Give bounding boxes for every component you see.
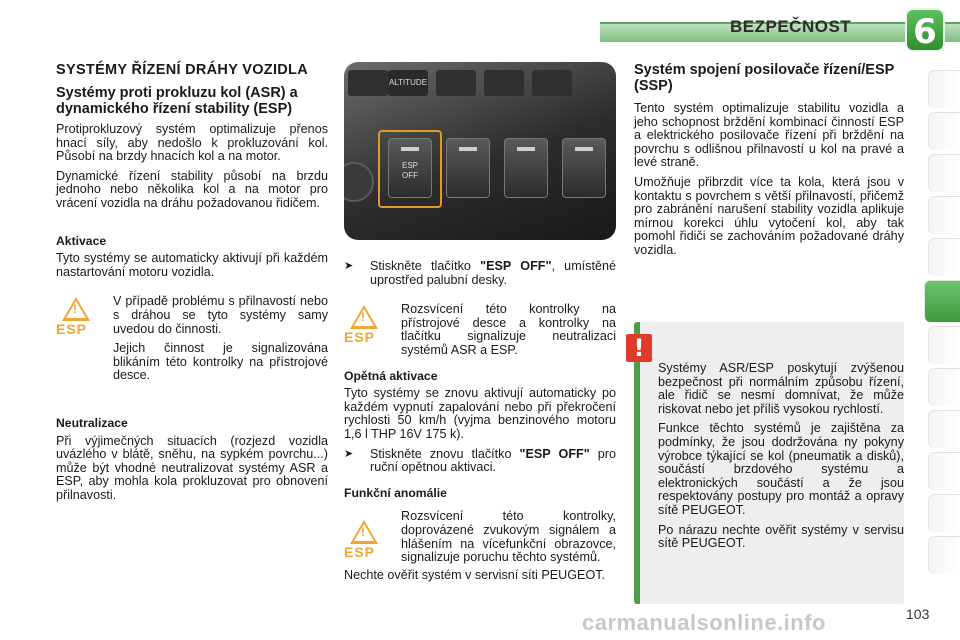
side-tab[interactable] xyxy=(928,70,960,108)
side-tab[interactable] xyxy=(928,368,960,406)
esp-off-button: ESP OFF xyxy=(388,138,432,198)
neutralizace-heading: Neutralizace xyxy=(56,415,128,430)
intro-paragraph: Protiprokluzový systém optimalizuje přenos hnací síly, aby nedošlo k prokluzování kol. Působí na brzdy hnacích kol a na motor. xyxy=(56,122,328,164)
column-left xyxy=(56,62,328,502)
side-tab[interactable] xyxy=(928,238,960,276)
note-text-3: Po nárazu nechte ověřit systémy v servisu sítě PEUGEOT. xyxy=(658,522,904,551)
page-header xyxy=(0,0,960,52)
altitude-button: ALTITUDE xyxy=(388,70,428,96)
esp-warning-icon: ! ESP xyxy=(344,305,386,347)
chapter-badge: 6 xyxy=(905,8,945,52)
side-tab[interactable] xyxy=(928,494,960,532)
intro-paragraph-2: Dynamické řízení stability působí na brzdu jednoho nebo několika kol a na motor pro vrácení vozidla na dráhu požadovanou řidičem. xyxy=(56,168,328,210)
dial-knob xyxy=(344,162,374,202)
side-tab[interactable] xyxy=(928,326,960,364)
esp-highlight-frame xyxy=(378,130,442,208)
warning-text: Rozsvícení této kontrolky na přístrojové desce a kontrolky na tlačítku signalizuje neutralizaci systémů ASR a ESP. xyxy=(401,302,616,357)
side-tabs xyxy=(928,70,960,578)
esp-warning-icon: ! ESP xyxy=(344,520,386,562)
column-right xyxy=(634,62,904,258)
column-middle xyxy=(344,62,616,582)
note-text-2: Funkce těchto systémů je zajištěna za podmínky, že jsou dodržována ny pokyny výrobce týkající se kol (pneumatik a disků), součástí brzdového systému a elektronických součástí a že jsou respektovány postupy pro montáž a opravy sítě PEUGEOT. xyxy=(658,421,904,517)
esp-neutralization-warning xyxy=(344,303,616,357)
dashboard-button xyxy=(446,138,490,198)
ssp-text-2: Umožňuje přibrzdit více ta kola, která jsou v kontaktu s povrchem s větší přilnavostí, přičemž pro zabránění narušení stability vozidla aplikuje mírnou korekci úhlu vytočení kol, aby tak pomohl řidiči se zachováním požadované dráhy vozidla. xyxy=(634,174,904,257)
anomalie-heading: Funkční anomálie xyxy=(344,485,447,500)
side-tab-active[interactable] xyxy=(924,280,960,322)
anomaly-text: Rozsvícení této kontrolky, doprovázené zvukovým signálem a hlášením na vícefunkční obrazovce, signalizuje poruchu těchto systémů. xyxy=(401,509,616,565)
bullet-arrow-icon: ➤ xyxy=(344,447,354,460)
important-note-panel xyxy=(634,322,904,604)
press-esp-again-bullet: ➤ Stiskněte znovu tlačítko "ESP OFF" pro ruční opětnou aktivaci. xyxy=(344,446,616,475)
bullet-arrow-icon: ➤ xyxy=(344,260,354,272)
aktivace-text: Tyto systémy se automaticky aktivují při každém nastartování motoru vozidla. xyxy=(56,251,328,279)
side-tab[interactable] xyxy=(928,112,960,150)
esp-anomaly-warning xyxy=(344,510,616,564)
side-tab[interactable] xyxy=(928,154,960,192)
dashboard-button xyxy=(562,138,606,198)
ssp-heading: Systém spojení posilovače řízení/ESP (SSP) xyxy=(634,62,895,94)
section-title: BEZPEČNOST xyxy=(730,17,852,36)
opetna-heading: Opětná aktivace xyxy=(344,368,438,383)
ssp-text: Tento systém optimalizuje stabilitu vozidla a jeho schopnost brždění kombinací činností ESP a elektrického posilovače řízení při brždění na povrchu s odlišnou přilnavostí u kol na pravé a levé straně. xyxy=(634,101,904,170)
side-tab[interactable] xyxy=(928,452,960,490)
esp-warning-block xyxy=(56,295,328,383)
dashboard-photo xyxy=(344,62,616,240)
anomaly-service-text: Nechte ověřit systém v servisní síti PEUGEOT. xyxy=(344,567,606,582)
aktivace-heading: Aktivace xyxy=(56,233,107,248)
sub-heading: Systémy proti prokluzu kol (ASR) a dynamického řízení stability (ESP) xyxy=(56,85,298,117)
esp-warning-icon: ! ESP xyxy=(56,297,98,339)
note-text: Systémy ASR/ESP poskytují zvýšenou bezpečnost při normálním způsobu řízení, ale řidič se nesmí domnívat, že může riskovat nebo jet příliš vysokou rychlostí. xyxy=(658,361,904,416)
warning-exclamation-icon: ! xyxy=(626,334,652,362)
opetna-text: Tyto systémy se znovu aktivují automaticky po každém vypnutí zapalování nebo při překročení rychlosti 50 km/h (vyjma benzinového motoru 1,6 l THP 16V 175 k). xyxy=(344,386,616,441)
side-tab[interactable] xyxy=(928,196,960,234)
warning-text-2: Jejich činnost je signalizována blikáním této kontrolky na přístrojové desce. xyxy=(113,341,328,383)
press-esp-bullet: ➤ Stiskněte tlačítko "ESP OFF", umístěné uprostřed palubní desky. xyxy=(344,259,616,287)
neutralizace-text: Při výjimečných situacích (rozjezd vozidla uvázlého v blátě, sněhu, na sypkém povrchu...) může být vhodné neutralizovat systémy ASR a ESP, aby mohla kola prokluzovat pro obnovení přilnavosti. xyxy=(56,433,328,502)
page-number: 103 xyxy=(906,606,930,622)
side-tab[interactable] xyxy=(928,410,960,448)
watermark: carmanualsonline.info xyxy=(582,610,826,635)
dashboard-button xyxy=(504,138,548,198)
main-heading: SYSTÉMY ŘÍZENÍ DRÁHY VOZIDLA xyxy=(56,62,308,78)
side-tab[interactable] xyxy=(928,536,960,574)
warning-text: V případě problému s přilnavostí nebo s dráhou se tyto systémy samy uvedou do činnosti. xyxy=(113,294,328,336)
